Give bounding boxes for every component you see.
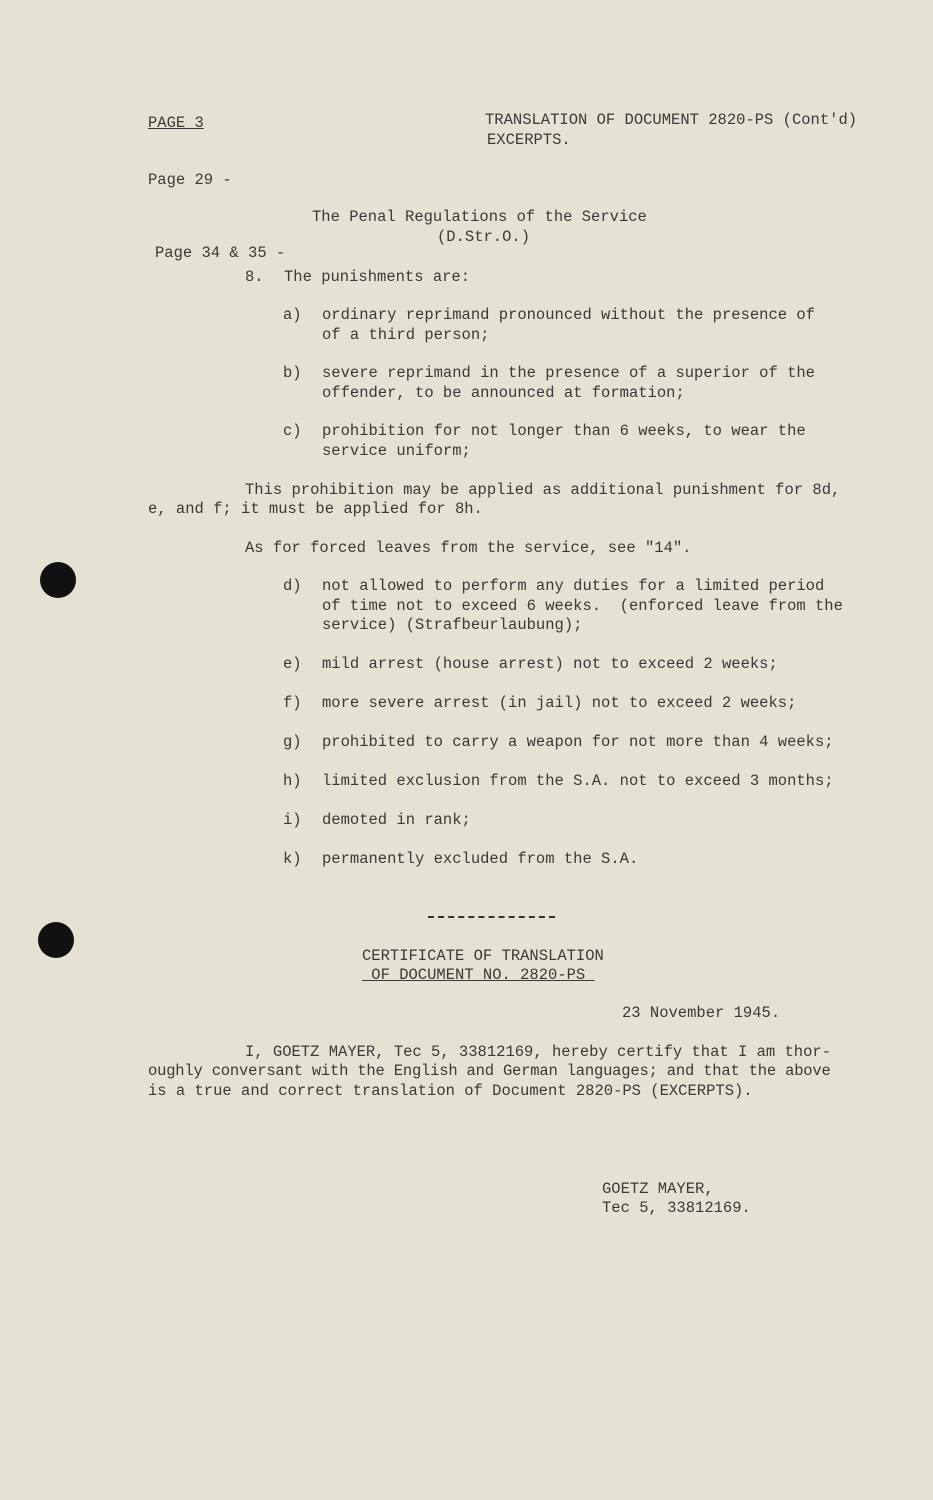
- item-text: mild arrest (house arrest) not to exceed 2 weeks;: [322, 655, 778, 673]
- divider: [428, 916, 555, 920]
- item-label: e): [283, 655, 302, 673]
- certificate-body: oughly conversant with the English and German languages; and that the above: [148, 1062, 831, 1080]
- item-text: offender, to be announced at formation;: [322, 383, 685, 402]
- item-label: h): [283, 772, 302, 790]
- item-text: prohibition for not longer than 6 weeks, to wear the: [322, 422, 806, 440]
- item-label: k): [283, 850, 302, 868]
- item-label: f): [283, 694, 302, 712]
- item-label: c): [283, 422, 302, 440]
- section-title: The Penal Regulations of the Service: [312, 208, 647, 226]
- item-label: a): [283, 306, 302, 324]
- item-label: b): [283, 364, 302, 382]
- item-text: demoted in rank;: [322, 811, 471, 829]
- intro-num: 8.: [245, 268, 264, 286]
- item-text: more severe arrest (in jail) not to exceed 2 weeks;: [322, 694, 797, 712]
- item-text: of time not to exceed 6 weeks. (enforced leave from the: [322, 596, 843, 615]
- item-text: service) (Strafbeurlaubung);: [322, 616, 583, 634]
- item-text: limited exclusion from the S.A. not to exceed 3 months;: [322, 772, 834, 790]
- item-text: of a third person;: [322, 325, 490, 344]
- section-subtitle: (D.Str.O.): [437, 228, 531, 246]
- certificate-title-2: OF DOCUMENT NO. 2820-PS: [362, 966, 595, 984]
- item-text: service uniform;: [322, 441, 471, 460]
- item-text: ordinary reprimand pronounced without the presence of: [322, 306, 815, 324]
- doc-subtitle: EXCERPTS.: [487, 131, 571, 149]
- item-text: prohibited to carry a weapon for not more than 4 weeks;: [322, 733, 834, 751]
- intro: The punishments are:: [284, 268, 471, 286]
- certificate-body: I, GOETZ MAYER, Tec 5, 33812169, hereby certify that I am thor-: [245, 1043, 831, 1061]
- item-text: permanently excluded from the S.A.: [322, 850, 639, 868]
- certificate-body: is a true and correct translation of Document 2820-PS (EXCERPTS).: [148, 1082, 753, 1100]
- note-line: This prohibition may be applied as additional punishment for 8d,: [245, 481, 841, 499]
- signature-name: GOETZ MAYER,: [602, 1180, 714, 1198]
- note2: As for forced leaves from the service, see "14".: [245, 539, 692, 557]
- punch-hole: [38, 922, 74, 958]
- note-line: e, and f; it must be applied for 8h.: [148, 500, 483, 518]
- item-text: not allowed to perform any duties for a limited period: [322, 577, 825, 595]
- signature-rank: Tec 5, 33812169.: [602, 1199, 751, 1217]
- page-ref: Page 29 -: [148, 171, 232, 189]
- item-label: g): [283, 733, 302, 751]
- doc-title: TRANSLATION OF DOCUMENT 2820-PS (Cont'd): [485, 111, 858, 129]
- certificate-title: CERTIFICATE OF TRANSLATION: [362, 947, 604, 965]
- certificate-date: 23 November 1945.: [622, 1004, 781, 1022]
- item-label: d): [283, 577, 302, 595]
- page-ref: Page 34 & 35 -: [155, 244, 286, 262]
- item-text: severe reprimand in the presence of a superior of the: [322, 364, 815, 382]
- item-label: i): [283, 811, 302, 829]
- page-label: PAGE 3: [148, 114, 204, 132]
- punch-hole: [40, 562, 76, 598]
